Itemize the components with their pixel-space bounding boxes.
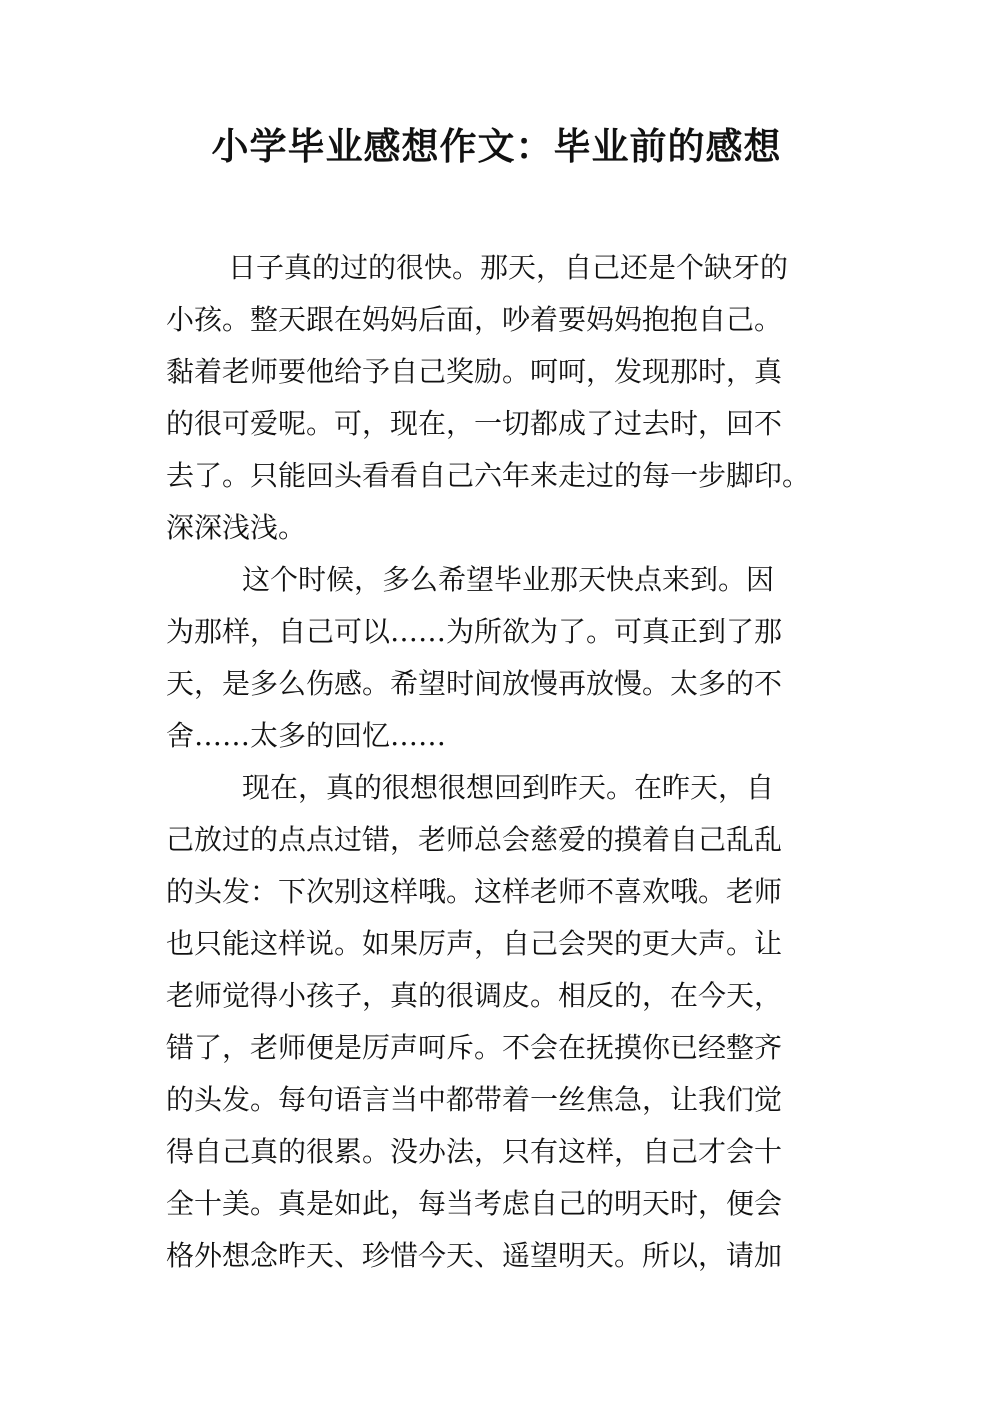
paragraph-3-line-5: 老师觉得小孩子，真的很调皮。相反的，在今天， xyxy=(166,979,783,1012)
paragraph-1-line-5: 去了。只能回头看看自己六年来走过的每一步脚印。 xyxy=(166,459,811,492)
paragraph-2-line-3: 天，是多么伤感。希望时间放慢再放慢。太多的不 xyxy=(166,667,783,700)
paragraph-3-line-10: 格外想念昨天、珍惜今天、遥望明天。所以，请加 xyxy=(166,1239,783,1272)
paragraph-2-line-2: 为那样，自己可以……为所欲为了。可真正到了那 xyxy=(166,615,783,648)
paragraph-3-line-8: 得自己真的很累。没办法，只有这样，自己才会十 xyxy=(166,1135,783,1168)
paragraph-3-line-1 xyxy=(166,762,846,814)
text-line: 日子真的过的很快。那天，自己还是个缺牙的 xyxy=(228,251,789,284)
paragraph-1-line-4: 的很可爱呢。可，现在，一切都成了过去时，回不 xyxy=(166,407,783,440)
paragraph-1-line-2: 小孩。整天跟在妈妈后面，吵着要妈妈抱抱自己。 xyxy=(166,303,783,336)
text-line: 现在，真的很想很想回到昨天。在昨天，自 xyxy=(242,771,775,804)
paragraph-3-line-7: 的头发。每句语言当中都带着一丝焦急，让我们觉 xyxy=(166,1083,783,1116)
paragraph-3-line-6: 错了，老师便是厉声呵斥。不会在抚摸你已经整齐 xyxy=(166,1031,783,1064)
text-line: 这个时候，多么希望毕业那天快点来到。因 xyxy=(242,563,775,596)
paragraph-1-line-1 xyxy=(166,242,846,294)
paragraph-3-line-2: 己放过的点点过错，老师总会慈爱的摸着自己乱乱 xyxy=(166,823,783,856)
paragraph-2-line-4: 舍……太多的回忆…… xyxy=(166,719,447,752)
paragraph-3-line-4: 也只能这样说。如果厉声，自己会哭的更大声。让 xyxy=(166,927,783,960)
paragraph-2-line-1 xyxy=(166,554,846,606)
document-body xyxy=(166,242,846,1282)
paragraph-3-line-3: 的头发：下次别这样哦。这样老师不喜欢哦。老师 xyxy=(166,875,783,908)
paragraph-1-line-3: 黏着老师要他给予自己奖励。呵呵，发现那时，真 xyxy=(166,355,783,388)
paragraph-1-line-6: 深深浅浅。 xyxy=(166,511,307,544)
document-title: 小学毕业感想作文：毕业前的感想 xyxy=(211,125,782,168)
paragraph-3-line-9: 全十美。真是如此，每当考虑自己的明天时，便会 xyxy=(166,1187,783,1220)
